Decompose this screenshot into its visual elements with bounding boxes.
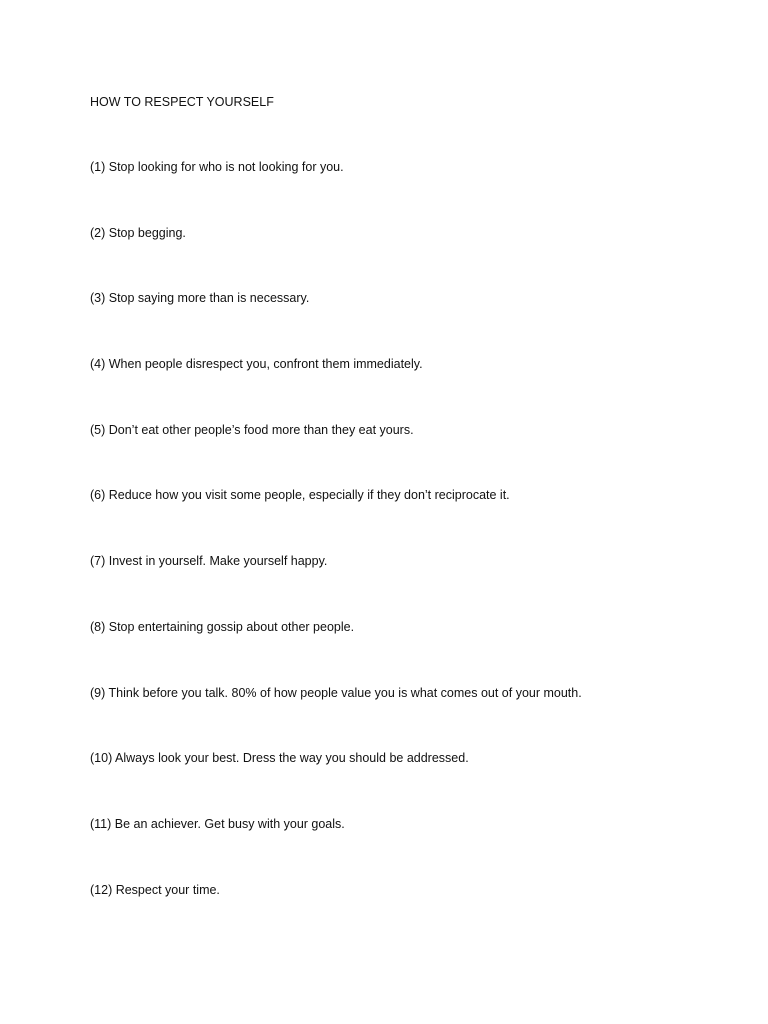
list-item: (2) Stop begging. <box>90 225 186 240</box>
list-item: (1) Stop looking for who is not looking for you. <box>90 160 344 174</box>
respect-list <box>90 159 582 947</box>
list-item: (10) Always look your best. Dress the way you should be addressed. <box>90 751 469 766</box>
document-title: HOW TO RESPECT YOURSELF <box>90 95 274 109</box>
list-item: (9) Think before you talk. 80% of how people value you is what comes out of your mouth. <box>90 685 582 700</box>
list-item: (5) Don’t eat other people’s food more than they eat yours. <box>90 422 414 437</box>
list-item: (11) Be an achiever. Get busy with your goals. <box>90 816 345 831</box>
list-item: (4) When people disrespect you, confront them immediately. <box>90 357 423 372</box>
list-item: (8) Stop entertaining gossip about other people. <box>90 619 355 634</box>
list-item: (3) Stop saying more than is necessary. <box>90 291 310 306</box>
list-item: (7) Invest in yourself. Make yourself happy. <box>90 554 328 569</box>
list-item: (12) Respect your time. <box>90 882 220 897</box>
list-item: (6) Reduce how you visit some people, especially if they don’t reciprocate it. <box>90 488 510 503</box>
